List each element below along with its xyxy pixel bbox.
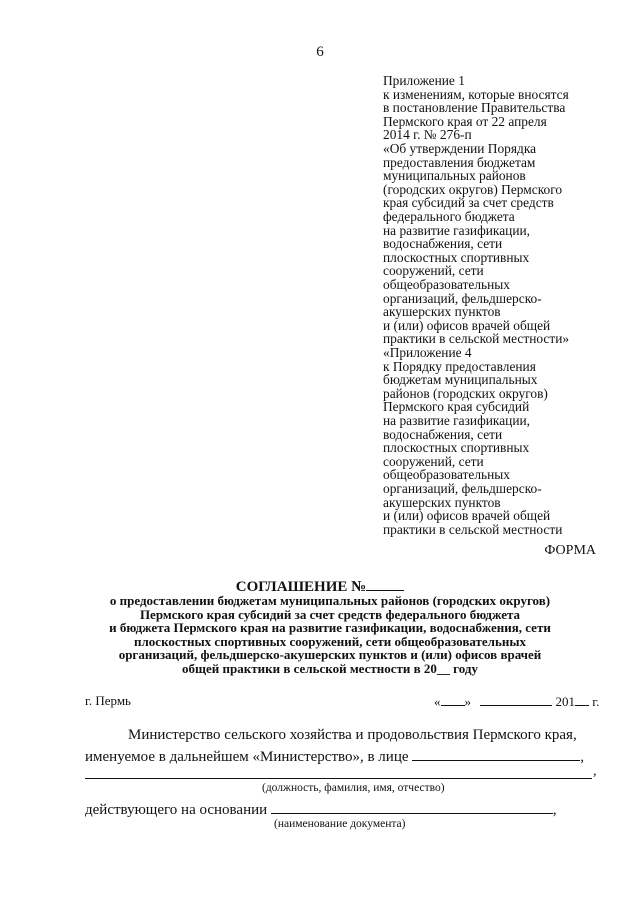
appendix-1-line: 2014 г. № 276-п bbox=[383, 127, 472, 143]
appendix-4-line: к Порядку предоставления bbox=[383, 358, 536, 374]
body-line-2 bbox=[85, 748, 600, 766]
appendix-1-line: Пермского края от 22 апреля bbox=[383, 113, 547, 129]
appendix-4-line: сооружений, сети bbox=[383, 453, 484, 469]
subtitle-line: Пермского края субсидий за счет средств федерального бюджета bbox=[139, 606, 521, 622]
appendix-1-line: муниципальных районов bbox=[383, 168, 526, 184]
date-year-suffix: г. bbox=[592, 694, 600, 709]
appendix-4-block bbox=[383, 346, 613, 536]
appendix-4-line: организаций, фельдшерско- bbox=[383, 480, 542, 496]
appendix-1-line: сооружений, сети bbox=[383, 263, 484, 279]
page-number: 6 bbox=[316, 44, 324, 60]
agreement-title-text: СОГЛАШЕНИЕ № bbox=[235, 579, 367, 595]
appendix-1-line: (городских округов) Пермского bbox=[383, 181, 563, 197]
caption-document-name: (наименование документа) bbox=[274, 818, 406, 830]
appendix-1-line: общеобразовательных bbox=[383, 276, 511, 292]
appendix-1-line: плоскостных спортивных bbox=[383, 249, 530, 265]
body-line-2-end: , bbox=[580, 749, 585, 765]
day-blank bbox=[441, 693, 465, 706]
month-blank bbox=[480, 693, 552, 706]
appendix-1-line: акушерских пунктов bbox=[383, 304, 501, 320]
appendix-1-line: в постановление Правительства bbox=[383, 100, 566, 116]
representative-blank bbox=[412, 748, 580, 761]
city-label: г. Пермь bbox=[85, 693, 131, 708]
appendix-1-line: организаций, фельдшерско- bbox=[383, 290, 542, 306]
appendix-4-line: акушерских пунктов bbox=[383, 494, 501, 510]
appendix-4-line: Пермского края субсидий bbox=[383, 399, 530, 415]
subtitle-line: общей практики в сельской местности в 20__ году bbox=[182, 660, 478, 676]
appendix-1-line: Приложение 1 bbox=[383, 73, 465, 88]
date-year-prefix: 201 bbox=[555, 694, 575, 709]
body-line-3-end: , bbox=[552, 802, 557, 818]
subtitle-line: плоскостных спортивных сооружений, сети общеобразовательных bbox=[134, 633, 526, 649]
appendix-1-block bbox=[383, 74, 613, 346]
basis-document-blank bbox=[271, 801, 553, 814]
subtitle-line: и бюджета Пермского края на развитие газификации, водоснабжения, сети bbox=[109, 620, 551, 636]
appendix-4-line: районов (городских округов) bbox=[383, 385, 548, 401]
agreement-number-blank bbox=[366, 577, 404, 591]
body-line-3 bbox=[85, 801, 600, 819]
appendix-4-line: плоскостных спортивных bbox=[383, 440, 530, 456]
appendix-4-line: «Приложение 4 bbox=[383, 345, 472, 360]
date-line bbox=[434, 693, 599, 710]
caption-position-name: (должность, фамилия, имя, отчество) bbox=[262, 782, 445, 794]
body-line-1: Министерство сельского хозяйства и продовольствия Пермского края, bbox=[128, 727, 577, 743]
appendix-4-line: водоснабжения, сети bbox=[383, 426, 503, 442]
agreement-subtitle bbox=[60, 594, 600, 676]
forma-label: ФОРМА bbox=[544, 543, 596, 558]
body-line-3-text: действующего на основании bbox=[85, 802, 268, 818]
representative-name-line bbox=[85, 778, 592, 779]
date-close-quote: » bbox=[464, 694, 471, 709]
appendix-1-line: предоставления бюджетам bbox=[383, 154, 536, 170]
body-line-2-text: именуемое в дальнейшем «Министерство», в лице bbox=[85, 749, 409, 765]
appendix-1-line: «Об утверждении Порядка bbox=[383, 140, 537, 156]
appendix-4-line: бюджетам муниципальных bbox=[383, 372, 538, 388]
appendix-4-line: на развитие газификации, bbox=[383, 412, 531, 428]
representative-name-comma: , bbox=[593, 764, 597, 779]
appendix-4-line: общеобразовательных bbox=[383, 467, 511, 483]
date-open-quote: « bbox=[434, 694, 441, 709]
appendix-1-line: практики в сельской местности» bbox=[383, 331, 570, 347]
appendix-1-line: федерального бюджета bbox=[383, 208, 515, 224]
year-blank bbox=[575, 693, 589, 706]
subtitle-line: о предоставлении бюджетам муниципальных районов (городских округов) bbox=[109, 593, 551, 608]
appendix-4-line: и (или) офисов врачей общей bbox=[383, 508, 551, 524]
subtitle-line: организаций, фельдшерско-акушерских пунктов и (или) офисов врачей bbox=[118, 647, 542, 663]
appendix-1-line: на развитие газификации, bbox=[383, 222, 531, 238]
appendix-4-line: практики в сельской местности bbox=[383, 521, 563, 537]
appendix-1-line: водоснабжения, сети bbox=[383, 236, 503, 252]
appendix-1-line: к изменениям, которые вносятся bbox=[383, 86, 569, 102]
appendix-1-line: края субсидий за счет средств bbox=[383, 195, 554, 211]
appendix-1-line: и (или) офисов врачей общей bbox=[383, 317, 551, 333]
